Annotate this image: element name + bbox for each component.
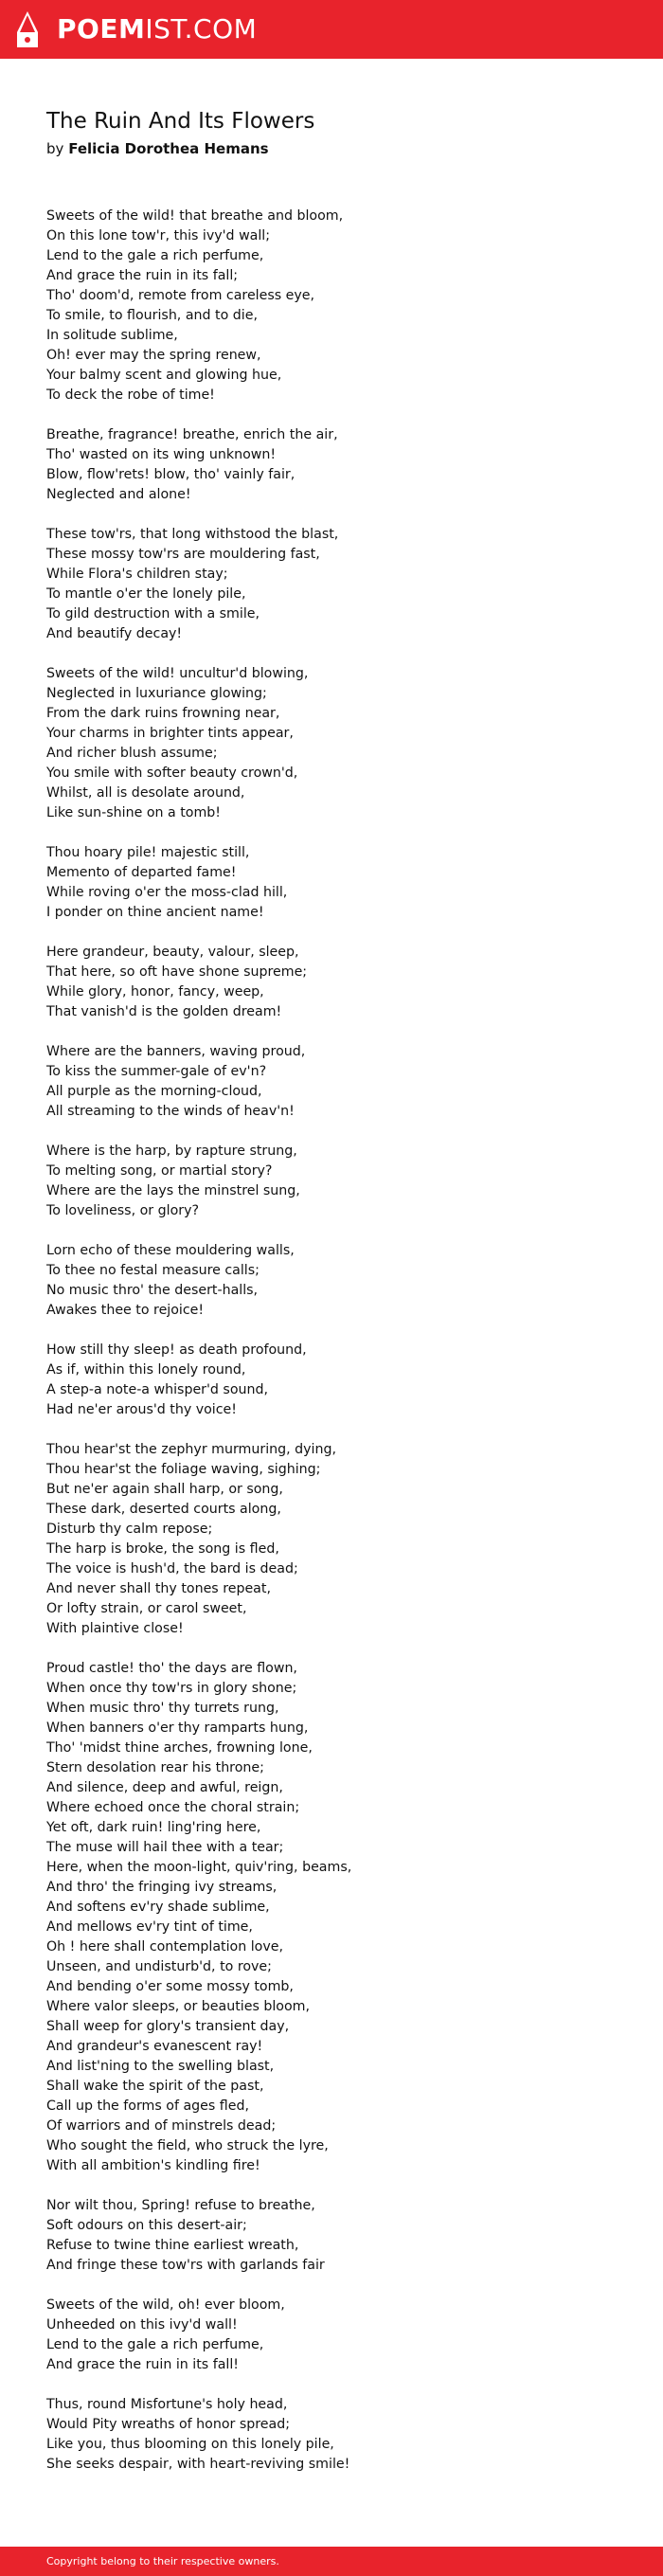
stanza bbox=[46, 1042, 634, 1122]
poem-line: A step-a note-a whisper'd sound, bbox=[46, 1382, 268, 1397]
poem-line: Sweets of the wild, oh! ever bloom, bbox=[46, 2297, 285, 2313]
poem-line: Tho' wasted on its wing unknown! bbox=[46, 447, 277, 462]
poem-line: While roving o'er the moss-clad hill, bbox=[46, 885, 288, 900]
poem-line: Neglected and alone! bbox=[46, 487, 191, 502]
poem-line: And beautify decay! bbox=[46, 626, 183, 641]
poem-line: All streaming to the winds of heav'n! bbox=[46, 1104, 295, 1119]
poem-line: Would Pity wreaths of honor spread; bbox=[46, 2417, 290, 2432]
poem-line: Where valor sleeps, or beauties bloom, bbox=[46, 1999, 310, 2014]
poem-line: Where echoed once the choral strain; bbox=[46, 1800, 300, 1815]
poem-line: You smile with softer beauty crown'd, bbox=[46, 766, 298, 781]
poem-line: Your balmy scent and glowing hue, bbox=[46, 368, 282, 383]
poem-line: To deck the robe of time! bbox=[46, 387, 215, 403]
poem-line: These tow'rs, that long withstood the blast, bbox=[46, 527, 339, 542]
logo-bold-text: POEM bbox=[57, 13, 146, 45]
poem-line: The muse will hail thee with a tear; bbox=[46, 1840, 284, 1855]
poem-line: Where are the lays the minstrel sung, bbox=[46, 1183, 300, 1198]
poem-line: Tho' 'midst thine arches, frowning lone, bbox=[46, 1740, 313, 1756]
poem-line: And richer blush assume; bbox=[46, 746, 218, 761]
stanza bbox=[46, 1440, 634, 1639]
poem-line: Where are the banners, waving proud, bbox=[46, 1044, 306, 1059]
top-bar bbox=[0, 0, 663, 59]
poem-line: Proud castle! tho' the days are flown, bbox=[46, 1661, 297, 1676]
poem-line: As if, within this lonely round, bbox=[46, 1362, 246, 1378]
poem-line: Yet oft, dark ruin! ling'ring here, bbox=[46, 1820, 261, 1835]
stanza bbox=[46, 525, 634, 644]
author-link[interactable]: Felicia Dorothea Hemans bbox=[68, 140, 269, 157]
poem-line: And bending o'er some mossy tomb, bbox=[46, 1979, 294, 1994]
byline-prefix: by bbox=[46, 140, 64, 157]
poem-line: To loveliness, or glory? bbox=[46, 1203, 200, 1218]
poem-line: And softens ev'ry shade sublime, bbox=[46, 1900, 270, 1915]
poem-line: Here, when the moon-light, quiv'ring, beams, bbox=[46, 1860, 352, 1875]
poem-line: To melting song, or martial story? bbox=[46, 1163, 273, 1179]
poem-line: That here, so oft have shone supreme; bbox=[46, 964, 308, 980]
poem-line: Nor wilt thou, Spring! refuse to breathe, bbox=[46, 2198, 315, 2213]
poem-line: Sweets of the wild! that breathe and bloom, bbox=[46, 208, 344, 224]
poem-line: Lend to the gale a rich perfume, bbox=[46, 2337, 264, 2352]
poem-line: Breathe, fragrance! breathe, enrich the air, bbox=[46, 427, 338, 442]
poem-line: Shall wake the spirit of the past, bbox=[46, 2079, 264, 2094]
poem-line: Or lofty strain, or carol sweet, bbox=[46, 1601, 247, 1616]
poem-line: Oh! ever may the spring renew, bbox=[46, 348, 261, 363]
stanza bbox=[46, 2395, 634, 2475]
poem-line: To kiss the summer-gale of ev'n? bbox=[46, 1064, 267, 1079]
poem-line: To smile, to flourish, and to die, bbox=[46, 308, 258, 323]
stanza bbox=[46, 943, 634, 1022]
poem-line: With plaintive close! bbox=[46, 1621, 184, 1636]
poem-body bbox=[46, 207, 634, 2495]
poem-line: From the dark ruins frowning near, bbox=[46, 706, 280, 721]
stanza bbox=[46, 425, 634, 505]
poem-line: Here grandeur, beauty, valour, sleep, bbox=[46, 945, 299, 960]
poem-line: Thus, round Misfortune's holy head, bbox=[46, 2397, 288, 2412]
stanza bbox=[46, 843, 634, 923]
poem-line: Had ne'er arous'd thy voice! bbox=[46, 1402, 237, 1417]
poem-line: The harp is broke, the song is fled, bbox=[46, 1541, 279, 1557]
stanza bbox=[46, 1241, 634, 1321]
footer-bar bbox=[0, 2547, 663, 2576]
poem-line: And thro' the fringing ivy streams, bbox=[46, 1880, 278, 1895]
pen-nib-icon[interactable] bbox=[17, 11, 38, 47]
poem-line: While glory, honor, fancy, weep, bbox=[46, 984, 264, 1000]
poem-line: Memento of departed fame! bbox=[46, 865, 237, 880]
poem-line: And fringe these tow'rs with garlands fair bbox=[46, 2258, 325, 2273]
poem-line: Lend to the gale a rich perfume, bbox=[46, 248, 264, 263]
poem-line: Thou hoary pile! majestic still, bbox=[46, 845, 250, 860]
poem-line: When music thro' thy turrets rung, bbox=[46, 1701, 279, 1716]
poem-line: Like you, thus blooming on this lonely pile, bbox=[46, 2437, 334, 2452]
poem-line: No music thro' the desert-halls, bbox=[46, 1283, 259, 1298]
poem-line: She seeks despair, with heart-reviving smile! bbox=[46, 2457, 350, 2472]
poem-title: The Ruin And Its Flowers bbox=[46, 109, 315, 134]
poem-line: Awakes thee to rejoice! bbox=[46, 1303, 205, 1318]
poem-line: When banners o'er thy ramparts hung, bbox=[46, 1720, 309, 1736]
poem-line: Refuse to twine thine earliest wreath, bbox=[46, 2238, 299, 2253]
poem-line: And never shall thy tones repeat, bbox=[46, 1581, 271, 1596]
poem-line: Unheeded on this ivy'd wall! bbox=[46, 2317, 238, 2333]
stanza bbox=[46, 1142, 634, 1221]
poem-line: How still thy sleep! as death profound, bbox=[46, 1342, 307, 1358]
poem-line: The voice is hush'd, the bard is dead; bbox=[46, 1561, 298, 1576]
poem-line: I ponder on thine ancient name! bbox=[46, 905, 264, 920]
poem-line: Blow, flow'rets! blow, tho' vainly fair, bbox=[46, 467, 296, 482]
poem-line: That vanish'd is the golden dream! bbox=[46, 1004, 282, 1019]
poem-line: While Flora's children stay; bbox=[46, 567, 228, 582]
poem-line: And mellows ev'ry tint of time, bbox=[46, 1919, 253, 1935]
stanza bbox=[46, 207, 634, 405]
poem-line: Who sought the field, who struck the lyre, bbox=[46, 2138, 329, 2153]
poem-line: Call up the forms of ages fled, bbox=[46, 2099, 249, 2114]
poem-line: Disturb thy calm repose; bbox=[46, 1522, 213, 1537]
stanza bbox=[46, 1341, 634, 1420]
stanza bbox=[46, 2296, 634, 2375]
poem-line: Of warriors and of minstrels dead; bbox=[46, 2118, 277, 2134]
poem-line: And silence, deep and awful, reign, bbox=[46, 1780, 283, 1795]
poem-line: Thou hear'st the foliage waving, sighing; bbox=[46, 1462, 321, 1477]
poem-line: When once thy tow'rs in glory shone; bbox=[46, 1681, 297, 1696]
poem-line: Tho' doom'd, remote from careless eye, bbox=[46, 288, 315, 303]
poem-line: And grace the ruin in its fall! bbox=[46, 2357, 239, 2372]
poem-line: Whilst, all is desolate around, bbox=[46, 785, 245, 801]
poem-line: Neglected in luxuriance glowing; bbox=[46, 686, 267, 701]
poem-line: In solitude sublime, bbox=[46, 328, 178, 343]
poem-line: Oh ! here shall contemplation love, bbox=[46, 1939, 283, 1955]
poem-line: These mossy tow'rs are mouldering fast, bbox=[46, 547, 320, 562]
copyright-text: Copyright belong to their respective owners. bbox=[46, 2555, 279, 2567]
poem-line: And list'ning to the swelling blast, bbox=[46, 2059, 275, 2074]
byline bbox=[46, 139, 269, 158]
poem-line: And grandeur's evanescent ray! bbox=[46, 2039, 263, 2054]
poem-line: To mantle o'er the lonely pile, bbox=[46, 586, 246, 602]
poem-line: Where is the harp, by rapture strung, bbox=[46, 1144, 297, 1159]
site-logo-link[interactable] bbox=[57, 13, 257, 45]
poem-line: Soft odours on this desert-air; bbox=[46, 2218, 247, 2233]
poem-line: Stern desolation rear his throne; bbox=[46, 1760, 264, 1775]
stanza bbox=[46, 2196, 634, 2276]
poem-line: Shall weep for glory's transient day, bbox=[46, 2019, 290, 2034]
stanza bbox=[46, 664, 634, 823]
poem-line: But ne'er again shall harp, or song, bbox=[46, 1482, 283, 1497]
stanza bbox=[46, 1659, 634, 2176]
poem-line: To thee no festal measure calls; bbox=[46, 1263, 260, 1278]
logo-light-text: IST.COM bbox=[145, 13, 258, 45]
poem-line: With all ambition's kindling fire! bbox=[46, 2158, 260, 2173]
poem-line: Thou hear'st the zephyr murmuring, dying, bbox=[46, 1442, 337, 1457]
poem-line: On this lone tow'r, this ivy'd wall; bbox=[46, 228, 271, 243]
poem-line: Your charms in brighter tints appear, bbox=[46, 726, 294, 741]
poem-line: All purple as the morning-cloud, bbox=[46, 1084, 262, 1099]
poem-line: These dark, deserted courts along, bbox=[46, 1502, 281, 1517]
poem-line: Like sun-shine on a tomb! bbox=[46, 805, 221, 820]
poem-line: And grace the ruin in its fall; bbox=[46, 268, 239, 283]
poem-line: Lorn echo of these mouldering walls, bbox=[46, 1243, 295, 1258]
poem-line: Unseen, and undisturb'd, to rove; bbox=[46, 1959, 272, 1974]
poem-line: To gild destruction with a smile, bbox=[46, 606, 260, 621]
poem-line: Sweets of the wild! uncultur'd blowing, bbox=[46, 666, 309, 681]
